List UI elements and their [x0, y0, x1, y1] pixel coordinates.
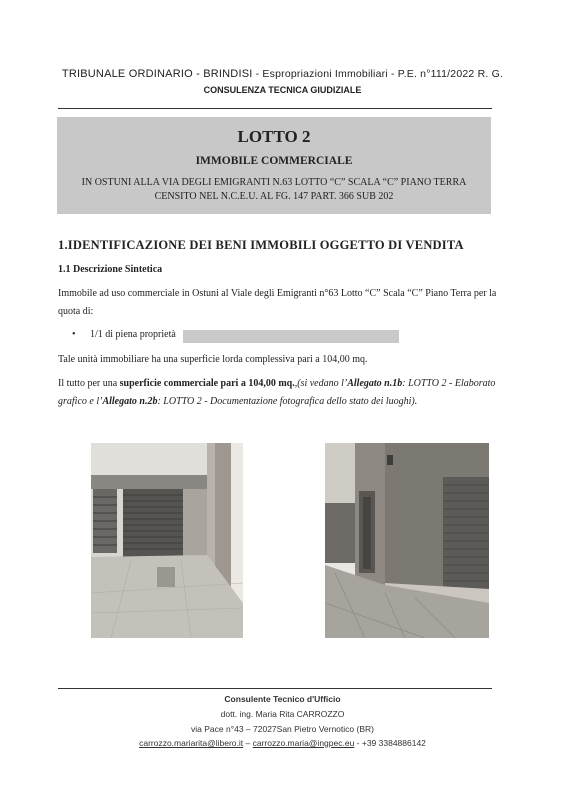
email-separator: – — [243, 738, 253, 748]
surface-paragraph: Tale unità immobiliare ha una superficie lorda complessiva pari a 104,00 mq. — [58, 354, 368, 365]
lot-title: LOTTO 2 — [237, 127, 311, 146]
attachment-1b-ref: Allegato n.1b — [347, 378, 403, 389]
footer-divider — [58, 688, 492, 689]
bullet-icon: • — [72, 329, 76, 340]
commercial-surface-paragraph — [58, 375, 503, 411]
para3-text-a: Il tutto per una — [58, 378, 120, 389]
storefront-photo-left — [91, 443, 243, 638]
bullet-text: 1/1 di piena proprietà — [90, 329, 176, 340]
para3-italic-g: : LOTTO 2 - Documentazione fotografica dello stato dei luoghi). — [157, 396, 418, 407]
footer-address: via Pace n°43 – 72027San Pietro Vernotico (BR) — [191, 724, 374, 734]
para3-italic-e: : LOTTO 2 - Elaborato grafico e l’ — [58, 378, 496, 407]
para3-bold: superficie commerciale pari a 104,00 mq. — [119, 378, 295, 389]
header-subtitle: CONSULENZA TECNICA GIUDIZIALE — [203, 85, 362, 95]
section-title: 1.IDENTIFICAZIONE DEI BENI IMMOBILI OGGETTO DI VENDITA — [58, 238, 464, 252]
para3-italic-c: ,(si vedano l’ — [294, 378, 348, 389]
location-line-2: CENSITO NEL N.C.E.U. AL FG. 147 PART. 366 SUB 202 — [154, 191, 394, 202]
location-line-1: IN OSTUNI ALLA VIA DEGLI EMIGRANTI N.63 LOTTO “C” SCALA “C” PIANO TERRA — [81, 177, 467, 188]
email-link-2[interactable]: carrozzo.maria@ingpec.eu — [252, 738, 355, 748]
footer-contacts — [0, 738, 565, 748]
email-link-1[interactable]: carrozzo.mariarita@libero.it — [139, 738, 244, 748]
footer-role: Consulente Tecnico d'Ufficio — [224, 694, 341, 704]
footer-name: dott. ing. Maria Rita CARROZZO — [220, 709, 345, 719]
redaction-block — [183, 330, 399, 343]
lot-title-box — [57, 117, 491, 214]
description-paragraph: Immobile ad uso commerciale in Ostuni al Viale degli Emigranti n°63 Lotto “C” Scala “C” Piano Terra per la quota di: — [58, 288, 497, 317]
footer-phone: - +39 3384886142 — [354, 738, 426, 748]
storefront-photo-right — [325, 443, 489, 638]
header-divider — [58, 108, 492, 109]
page-header — [0, 68, 565, 80]
attachment-2b-ref: Allegato n.2b — [102, 396, 158, 407]
property-type: IMMOBILE COMMERCIALE — [195, 155, 353, 167]
procedure-ref: - Espropriazioni Immobiliari - P.E. n°111/2022 R. G. — [252, 68, 504, 80]
court-name: TRIBUNALE ORDINARIO - BRINDISI — [61, 68, 253, 80]
subsection-title: 1.1 Descrizione Sintetica — [58, 264, 163, 275]
